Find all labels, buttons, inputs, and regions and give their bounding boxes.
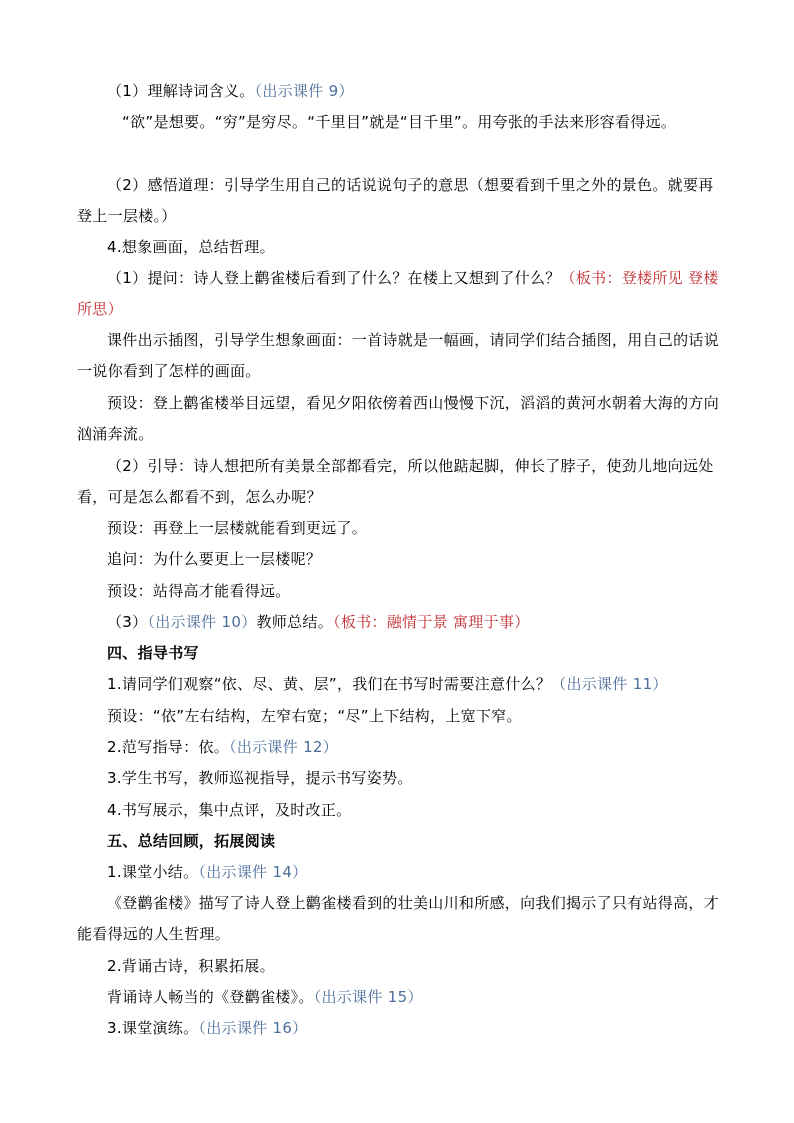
paragraph-preset-higher — [77, 513, 719, 544]
section-heading-writing — [77, 638, 719, 669]
paragraph-imagine-scene — [77, 232, 719, 263]
paragraph-text: （2）感悟道理：引导学生用自己的话说说句子的意思（想要看到千里之外的景色。就要再登上一层楼。） — [77, 176, 714, 225]
paragraph-understand-meaning — [77, 76, 719, 107]
paragraph-text: 背诵诗人畅当的《登鹳雀楼》。 — [107, 988, 314, 1006]
courseware-note: （出示课件 14） — [198, 863, 308, 881]
paragraph-illustration — [77, 325, 719, 387]
courseware-note: （出示课件 9） — [254, 82, 354, 100]
paragraph-word-explanation — [77, 107, 719, 138]
paragraph-guide — [77, 451, 719, 513]
paragraph-preset-structure — [77, 701, 719, 732]
paragraph-text: 4.想象画面，总结哲理。 — [107, 238, 275, 256]
paragraph-teacher-summary — [77, 607, 719, 638]
paragraph-text: 3.课堂演练。 — [107, 1019, 199, 1037]
paragraph-student-writing — [77, 763, 719, 794]
courseware-note: （出示课件 15） — [313, 988, 423, 1006]
paragraph-recite-other-poem — [77, 982, 719, 1013]
paragraph-text: 课件出示插图，引导学生想象画面：一首诗就是一幅画，请同学们结合插图，用自己的话说一说你看到了怎样的画面。 — [77, 331, 720, 380]
paragraph-recite — [77, 951, 719, 982]
paragraph-text: 4.书写展示，集中点评，及时改正。 — [107, 801, 352, 819]
blackboard-note: （板书：登楼所见 登楼所思） — [77, 269, 719, 318]
paragraph-class-summary — [77, 857, 719, 888]
paragraph-follow-up-question — [77, 544, 719, 575]
paragraph-text: 预设：站得高才能看得远。 — [107, 582, 291, 600]
paragraph-text: “欲”是想要。“穷”是穷尽。“千里目”就是“目千里”。用夸张的手法来形容看得远。 — [122, 113, 677, 131]
paragraph-text: 预设：“依”左右结构，左窄右宽；“尽”上下结构，上宽下窄。 — [107, 707, 522, 725]
blackboard-note: （板书：融情于景 寓理于事） — [333, 613, 530, 631]
paragraph-poem-summary — [77, 888, 719, 950]
paragraph-text: 3.学生书写，教师巡视指导，提示书写姿势。 — [107, 769, 413, 787]
heading-text: 五、总结回顾，拓展阅读 — [107, 832, 276, 850]
paragraph-preset-scene — [77, 388, 719, 450]
paragraph-understand-principle — [77, 170, 719, 232]
courseware-note: （出示课件 12） — [229, 738, 339, 756]
paragraph-text: 2.背诵古诗，积累拓展。 — [107, 957, 275, 975]
paragraph-text: 追问：为什么要更上一层楼呢？ — [107, 550, 322, 568]
paragraph-text: 1.课堂小结。 — [107, 863, 199, 881]
paragraph-text: 1.请同学们观察“依、尽、黄、层”，我们在书写时需要注意什么？ — [107, 675, 552, 693]
section-heading-review — [77, 826, 719, 857]
paragraph-text: 预设：登上鹳雀楼举目远望，看见夕阳依傍着西山慢慢下沉，滔滔的黄河水朝着大海的方向汹涌奔流。 — [77, 394, 720, 443]
paragraph-text: 预设：再登上一层楼就能看到更远了。 — [107, 519, 368, 537]
paragraph-text: 教师总结。 — [256, 613, 334, 631]
paragraph-model-writing — [77, 732, 719, 763]
paragraph-text: （3） — [107, 613, 148, 631]
paragraph-writing-display — [77, 795, 719, 826]
heading-text: 四、指导书写 — [107, 644, 199, 662]
paragraph-text: （2）引导：诗人想把所有美景全部都看完，所以他踮起脚，伸长了脖子，使劲儿地向远处看，可是怎么都看不到，怎么办呢？ — [77, 457, 714, 506]
courseware-note: （出示课件 10） — [147, 613, 257, 631]
paragraph-text: 2.范写指导：依。 — [107, 738, 230, 756]
paragraph-text: （1）提问：诗人登上鹳雀楼后看到了什么？在楼上又想到了什么？ — [107, 269, 561, 287]
courseware-note: （出示课件 16） — [198, 1019, 308, 1037]
paragraph-preset-stand-high — [77, 576, 719, 607]
paragraph-observe-characters — [77, 669, 719, 700]
paragraph-text: 《登鹳雀楼》描写了诗人登上鹳雀楼看到的壮美山川和所感，向我们揭示了只有站得高，才能看得远的人生哲理。 — [77, 894, 720, 943]
paragraph-text: （1）理解诗词含义。 — [107, 82, 255, 100]
paragraph-question — [77, 263, 719, 325]
courseware-note: （出示课件 11） — [551, 675, 668, 693]
paragraph-class-practice — [77, 1013, 719, 1044]
